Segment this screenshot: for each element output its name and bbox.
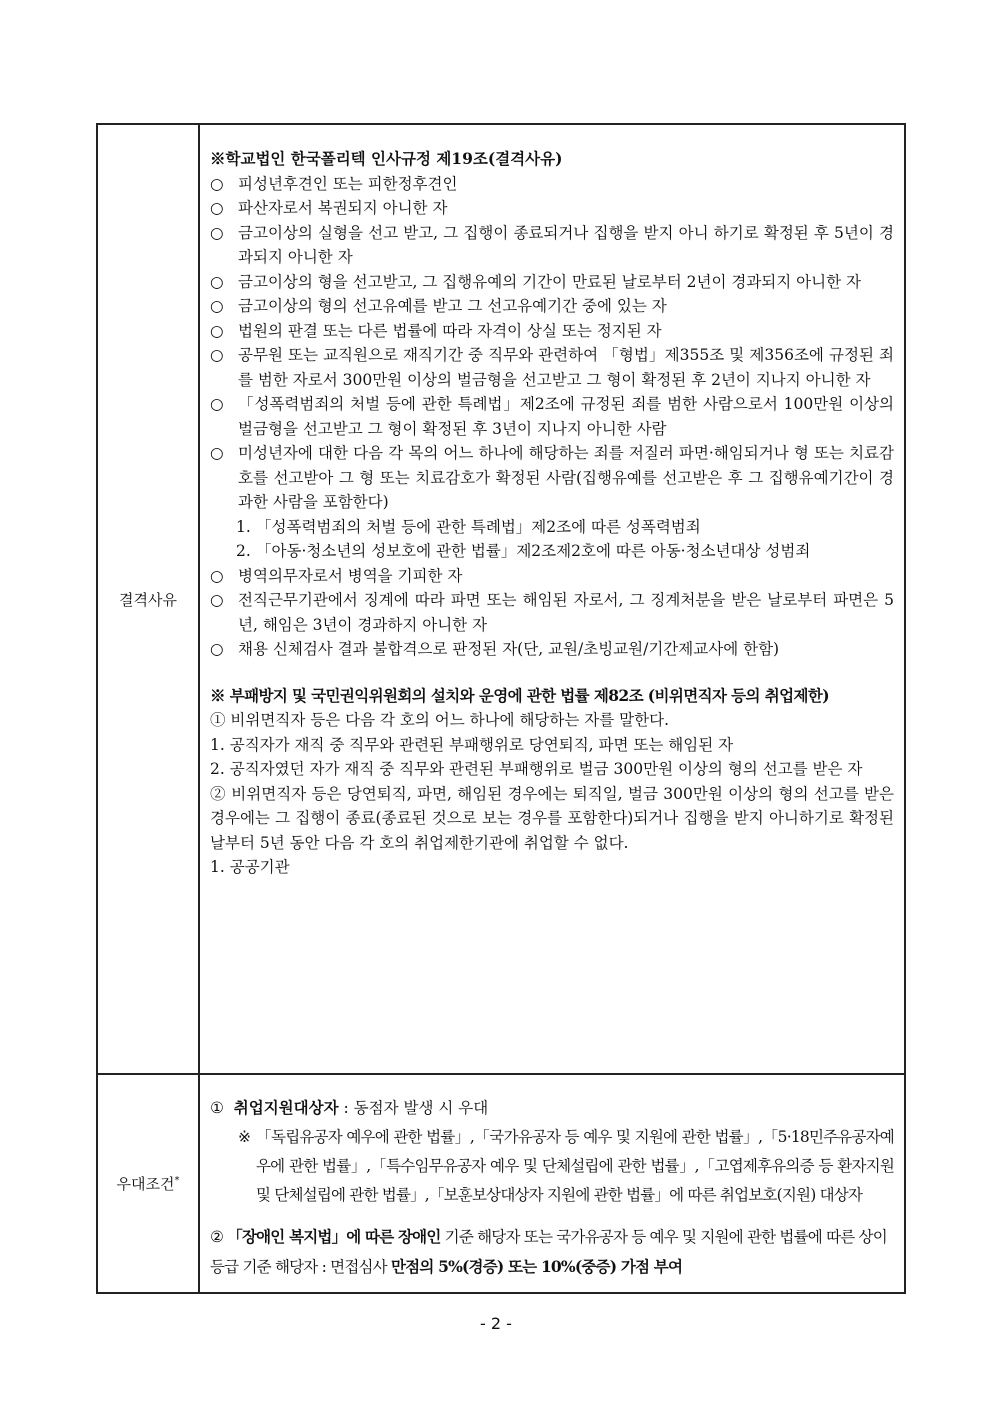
- paragraph: ① 비위면직자 등은 다음 각 호의 어느 하나에 해당하는 자를 말한다.: [210, 711, 669, 729]
- preference-note: ※ 「독립유공자 예우에 관한 법률」,「국가유공자 등 예우 및 지원에 관한 법률」,「5·18민주유공자예우에 관한 법률」,「특수임무유공자 예우 및 단체설립에 관한 법률」,「고엽제후유의증 등 환자지원 및 단체설립에 관한 법률」,「보훈보상대상자 지원에 관한 법률」에 따른 취업보호(지원) 대상자: [238, 1128, 894, 1204]
- preference-item-2: ② 「장애인 복지법」에 따른 장애인 기준 해당자 또는 국가유공자 등 예우 및 지원에 관한 법률에 따른 상이등급 기준 해당자 : 면접심사 만점의 5%(경증) 또는 10%(중증) 가점 부여: [210, 1227, 887, 1276]
- anticorruption-heading: ※ 부패방지 및 국민권익위원회의 설치와 운영에 관한 법률 제82조 (비위면직자 등의 취업제한): [210, 685, 829, 705]
- list-item: ○ 미성년자에 대한 다음 각 목의 어느 하나에 해당하는 죄를 저질러 파면·해임되거나 형 또는 치료감호를 선고받아 그 형 또는 치료감호가 확정된 사람(집행유예를 선고받은 후 그 집행유예기간이 경과한 사람을 포함한다): [210, 444, 894, 511]
- list-item: ○ 법원의 판결 또는 다른 법률에 따라 자격이 상실 또는 정지된 자: [210, 321, 662, 340]
- regulation-heading: ※학교법인 한국폴리텍 인사규정 제19조(결격사유): [210, 149, 563, 168]
- list-item: ○ 병역의무자로서 병역을 기피한 자: [210, 566, 463, 585]
- sub-list-item: 2. 「아동·청소년의 성보호에 관한 법률」제2조제2호에 따른 아동·청소년대상 성범죄: [236, 542, 811, 560]
- list-item: ○ 피성년후견인 또는 피한정후견인: [210, 174, 458, 193]
- list-item: ○ 금고이상의 실형을 선고 받고, 그 집행이 종료되거나 집행을 받지 아니 하기로 확정된 후 5년이 경과되지 아니한 자: [210, 223, 894, 266]
- preference-label: 우대조건*: [97, 1074, 199, 1293]
- list-item: ○ 금고이상의 형을 선고받고, 그 집행유예의 기간이 만료된 날로부터 2년이 경과되지 아니한 자: [210, 272, 861, 291]
- page-number: - 2 -: [480, 1314, 512, 1333]
- disqualification-row: [97, 124, 905, 1074]
- list-item: ○ 파산자로서 복권되지 아니한 자: [210, 199, 448, 217]
- list-item: ○ 채용 신체검사 결과 불합격으로 판정된 자(단, 교원/초빙교원/기간제교사에 한함): [210, 640, 780, 658]
- paragraph: 1. 공직자가 재직 중 직무와 관련된 부패행위로 당연퇴직, 파면 또는 해임된 자: [210, 735, 734, 754]
- preference-item-1: ① 취업지원대상자 : 동점자 발생 시 우대: [210, 1098, 489, 1117]
- disqualification-content: [199, 124, 905, 1074]
- preference-content: [199, 1074, 905, 1293]
- list-item: ○ 공무원 또는 교직원으로 재직기간 중 직무와 관련하여 「형법」제355조 및 제356조에 규정된 죄를 범한 자로서 300만원 이상의 벌금형을 선고받고 그 형이 확정된 후 2년이 지나지 아니한 자: [210, 346, 894, 389]
- list-item: ○ 전직근무기관에서 징계에 따라 파면 또는 해임된 자로서, 그 징계처분을 받은 날로부터 파면은 5년, 해임은 3년이 경과하지 아니한 자: [210, 591, 894, 634]
- paragraph: 2. 공직자였던 자가 재직 중 직무와 관련된 부패행위로 벌금 300만원 이상의 형의 선고를 받은 자: [210, 760, 863, 778]
- disqualification-label: 결격사유: [97, 124, 199, 1074]
- list-item: ○ 금고이상의 형의 선고유예를 받고 그 선고유예기간 중에 있는 자: [210, 297, 667, 315]
- preference-row: [97, 1074, 905, 1293]
- sub-list-item: 1. 「성폭력범죄의 처벌 등에 관한 특례법」제2조에 따른 성폭력범죄: [236, 517, 701, 536]
- paragraph: 1. 공공기관: [210, 858, 290, 876]
- document-table: [96, 123, 906, 1294]
- list-item: ○ 「성폭력범죄의 처벌 등에 관한 특례법」제2조에 규정된 죄를 범한 사람으로서 100만원 이상의 벌금형을 선고받고 그 형이 확정된 후 3년이 지나지 아니한 사람: [210, 395, 894, 438]
- paragraph: ② 비위면직자 등은 당연퇴직, 파면, 해임된 경우에는 퇴직일, 벌금 300만원 이상의 형의 선고를 받은 경우에는 그 집행이 종료(종료된 것으로 보는 경우를 포함한다)되거나 집행을 받지 아니하기로 확정된 날부터 5년 동안 다음 각 호의 취업제한기관에 취업할 수 없다.: [210, 784, 894, 852]
